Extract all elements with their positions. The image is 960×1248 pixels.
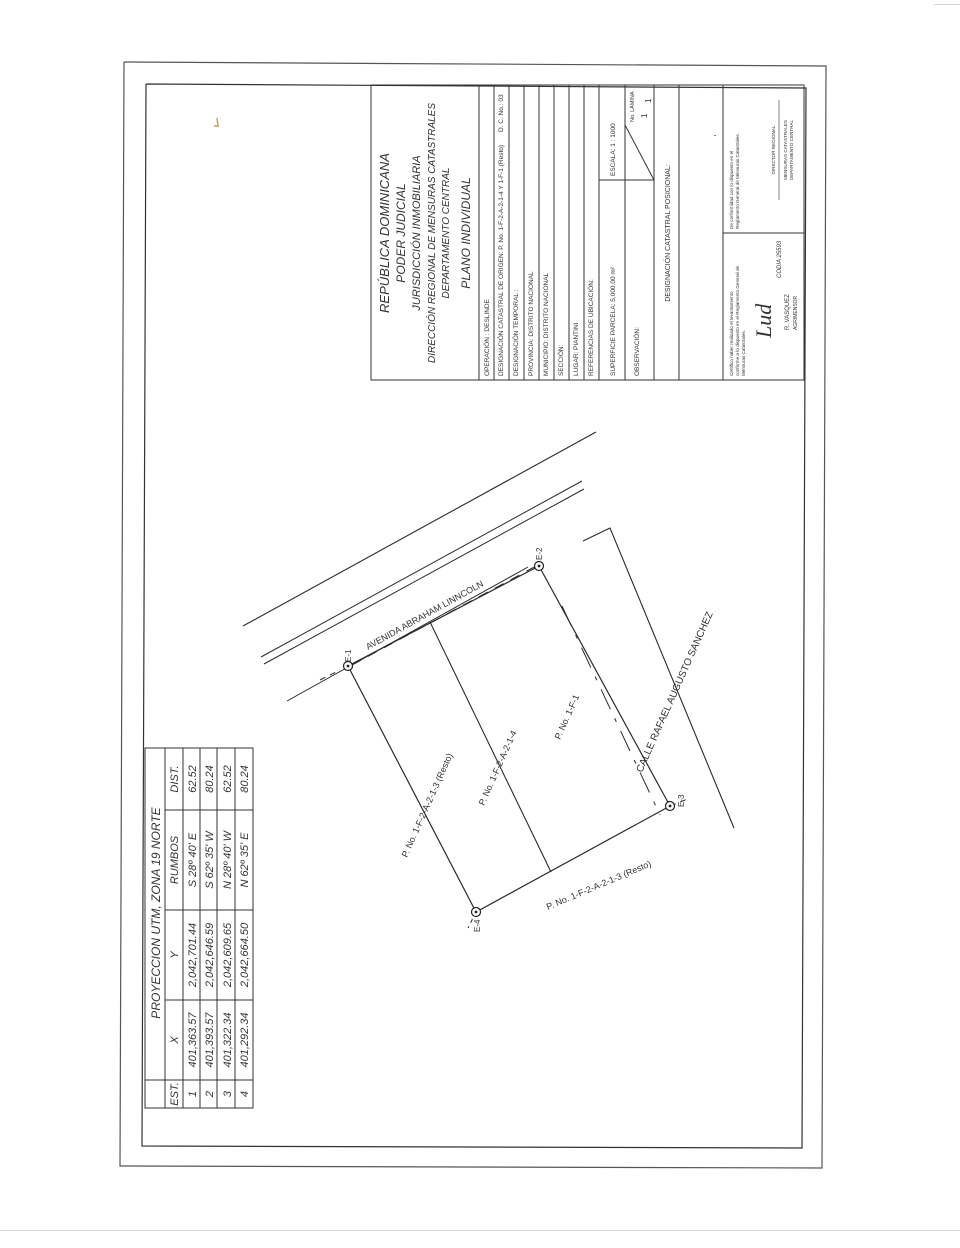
field-designacion-posicional: DESIGNACIÓN CATASTRAL POSICIONAL: bbox=[665, 164, 672, 302]
station-point-e3-center bbox=[669, 805, 672, 808]
field-lugar: LUGAR: PIANTINI bbox=[573, 322, 580, 376]
field-municipio: MUNICIPIO: DISTRITO NACIONAL bbox=[543, 272, 550, 376]
table-cell: 2,042,646.59 bbox=[204, 922, 216, 988]
field-operacion: OPERACIÓN : DESLINDE bbox=[484, 299, 491, 376]
table-header-rumbos: RUMBOS bbox=[169, 835, 181, 885]
table-cell: S 62º 35' W bbox=[204, 831, 216, 889]
avenue-edge-line bbox=[264, 489, 584, 664]
title-block bbox=[371, 85, 804, 380]
table-cell: 4 bbox=[239, 1090, 251, 1098]
table-cell: 1 bbox=[187, 1090, 199, 1098]
table-cell: 401,292.34 bbox=[239, 1012, 251, 1068]
station-label-e1: E-1 bbox=[344, 649, 353, 662]
parcel-label-left: P. No. 1-F-2-A-2-1-3 (Resto) bbox=[399, 751, 455, 859]
station-label-e2: E-2 bbox=[535, 547, 544, 560]
field-superficie: SUPERFICIE PARCELA: 5,000.00 m² bbox=[610, 267, 617, 376]
table-cell: N 62º 35' E bbox=[239, 832, 251, 888]
table-cell: S 28º 40' E bbox=[187, 832, 199, 888]
table-cell: 2,042,701.44 bbox=[187, 922, 199, 988]
table-cell: 401,322.34 bbox=[222, 1012, 234, 1068]
table-cell: 62.52 bbox=[187, 765, 199, 793]
field-observacion: OBSERVACIÓN: bbox=[634, 327, 641, 376]
title-line6: PLANO INDIVIDUAL bbox=[459, 177, 473, 289]
scan-edge-top bbox=[934, 4, 960, 5]
director-line1: DIRECTOR REGIONAL bbox=[771, 125, 776, 175]
street-dashed-line bbox=[562, 606, 660, 815]
surveyor-signature: Lud bbox=[751, 303, 776, 338]
field-referencias: REFERENCIAS DE UBICACIÓN: bbox=[588, 279, 595, 376]
surveyor-code: CODIA 25593 bbox=[777, 240, 783, 278]
table-cell: 62.52 bbox=[222, 765, 234, 793]
title-line3: JURISDICCIÓN INMOBILIARIA bbox=[411, 155, 423, 311]
outer-frame bbox=[120, 62, 826, 1168]
site-drawing bbox=[243, 432, 734, 928]
table-row bbox=[239, 765, 251, 1097]
table-row bbox=[204, 765, 216, 1098]
title-line4: DIRECCIÓN REGIONAL DE MENSURAS CATASTRALES bbox=[427, 102, 438, 364]
table-header-x: X bbox=[169, 1036, 181, 1044]
coordinate-table bbox=[145, 748, 253, 1108]
parcel-label-main: P. No. 1-F-1 bbox=[552, 693, 582, 741]
certify-left-1: Certifico haber realizado el levantamiento bbox=[729, 291, 734, 376]
table-cell: 2,042,664.50 bbox=[239, 922, 251, 988]
avenue-edge-line bbox=[243, 432, 596, 626]
table-row bbox=[222, 765, 234, 1097]
title-line1: REPÚBLICA DOMINICANA bbox=[377, 153, 392, 313]
scan-edge-bottom bbox=[0, 1230, 960, 1231]
table-header-y: Y bbox=[169, 951, 181, 959]
field-lamina-label: No. LÁMINA bbox=[630, 91, 636, 122]
surveyor-subtitle: AGRIMENSOR bbox=[793, 295, 799, 330]
certify-left-2: conforme a lo dispuesto en el Reglamento General de bbox=[735, 265, 740, 376]
certify-left-3: Mensuras Catastrales. bbox=[741, 330, 746, 376]
certify-right-2: Reglamento General de Mensuras Catastrales. bbox=[735, 132, 740, 229]
avenue-label: AVENIDA ABRAHAM LINNCOLN bbox=[364, 578, 486, 652]
table-cell: 401,363.57 bbox=[187, 1012, 199, 1068]
station-label-e3: E-3 bbox=[677, 794, 686, 807]
inner-division-line bbox=[430, 622, 551, 872]
field-seccion: SECCIÓN: bbox=[558, 344, 565, 376]
title-line5: DEPARTAMENTO CENTRAL bbox=[441, 167, 452, 299]
field-dc: D. C. No.: 03 bbox=[498, 94, 505, 132]
avenue-edge-line bbox=[287, 567, 528, 701]
table-title: PROYECCION UTM, ZONA 19 NORTE bbox=[149, 807, 163, 1019]
director-line3: DEPARTAMENTO CENTRAL bbox=[789, 119, 794, 181]
field-lamina-num: 1 bbox=[640, 113, 649, 118]
table-cell: 401,393.57 bbox=[204, 1012, 216, 1068]
table-row bbox=[187, 765, 199, 1097]
table-cell: N 28º 40' W bbox=[222, 830, 234, 890]
surveyor-name: R. VASQUEZ bbox=[785, 294, 791, 330]
field-designacion-temporal: DESIGNACIÓN TEMPORAL : bbox=[513, 289, 520, 376]
field-provincia: PROVINCIA: DISTRITO NACIONAL bbox=[528, 271, 535, 376]
director-line2: MENSURAS CATASTRALES bbox=[783, 120, 788, 180]
street-edge-line bbox=[583, 528, 734, 828]
station-point-e4-center bbox=[475, 911, 478, 914]
table-cell: 2 bbox=[204, 1090, 216, 1098]
station-point-e1-center bbox=[347, 665, 350, 668]
station-label-e4: E-4 bbox=[473, 919, 482, 932]
certify-right-1: De conformidad con lo dispuesto en el bbox=[729, 150, 734, 229]
parcel-label-bottom: P. No. 1-F-2-A-2-1-3 (Resto) bbox=[544, 858, 653, 912]
table-cell: 80.24 bbox=[204, 765, 216, 793]
field-designacion-origen: DESIGNACIÓN CATASTRAL DE ORIGEN: P. No. 1-F-2-A-2-1-4 Y 1-F-1 (Resto) bbox=[498, 144, 505, 376]
field-lamina-den: 1 bbox=[644, 98, 653, 103]
dashed-boundary bbox=[320, 670, 340, 680]
table-header-est: EST. bbox=[169, 1082, 181, 1106]
table-cell: 80.24 bbox=[239, 765, 251, 793]
table-cell: 3 bbox=[222, 1090, 234, 1098]
title-line2: PODER JUDICIAL bbox=[394, 183, 408, 283]
table-cell: 2,042,609.65 bbox=[222, 922, 234, 988]
table-header-dist: DIST. bbox=[169, 765, 181, 793]
parcel-label-inner: P. No. 1-F-2-A-2-1-4 bbox=[476, 728, 519, 807]
field-escala: ESCALA: 1 : 1000 bbox=[610, 123, 617, 176]
street-label: CALLE RAFAEL AUGUSTO SANCHEZ bbox=[634, 610, 716, 775]
stray-mark bbox=[214, 118, 219, 126]
station-point-e2-center bbox=[538, 565, 541, 568]
